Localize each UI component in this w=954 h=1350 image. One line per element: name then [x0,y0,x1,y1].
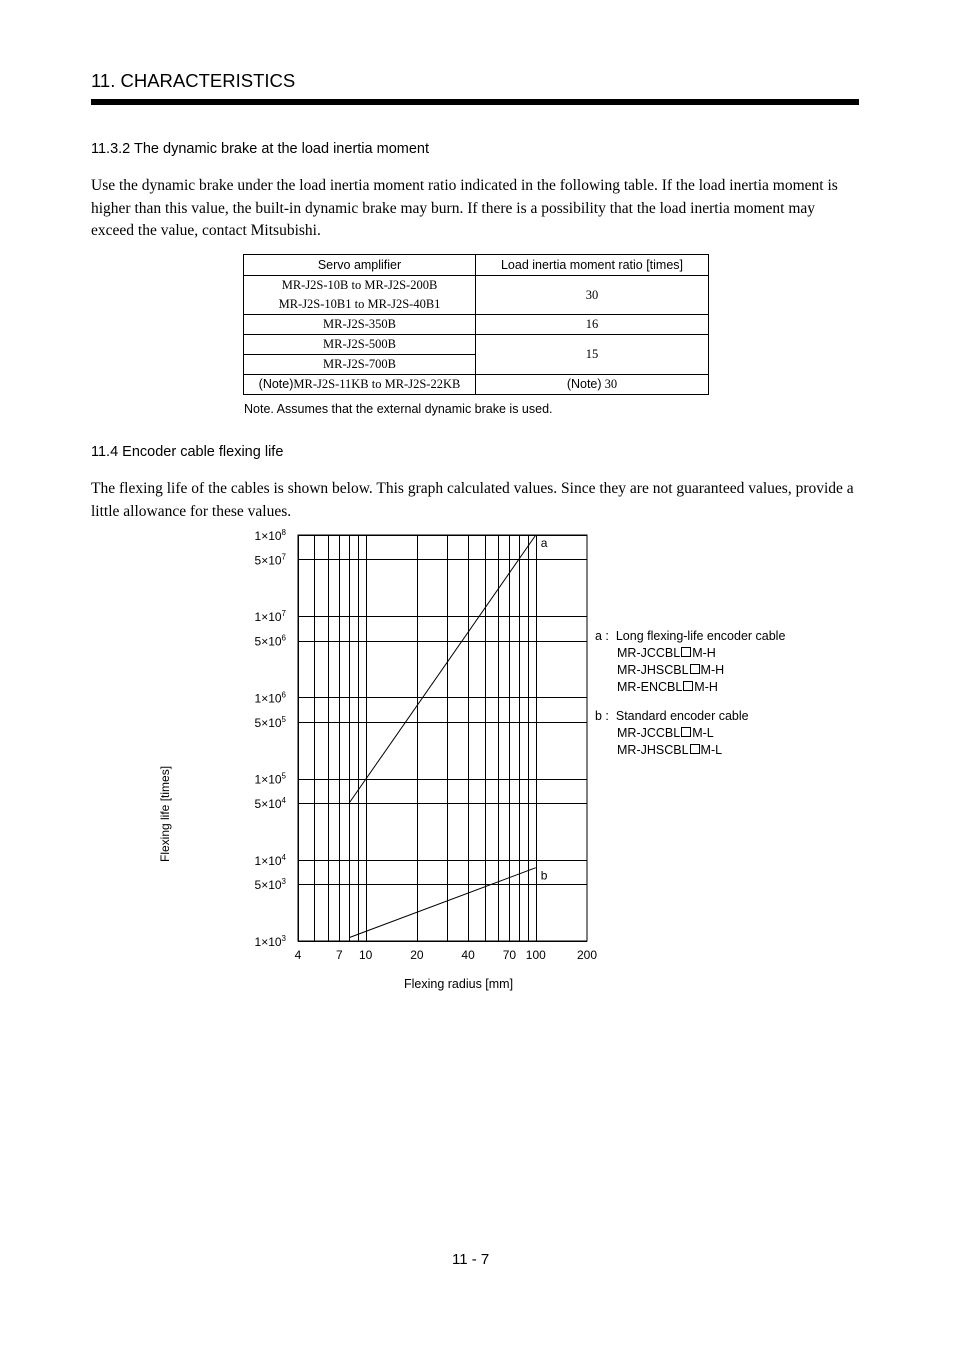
note-marker: (Note) [258,377,294,391]
legend-title-text: Long flexing-life encoder cable [615,629,786,643]
square-placeholder-icon [683,681,693,691]
x-axis-label: Flexing radius [mm] [404,977,514,991]
table-cell-amplifier: MR-J2S-700B [244,355,476,375]
legend-item-suffix: M-H [694,680,718,694]
legend-key: a : [595,629,609,643]
ratio-value: 30 [604,377,618,391]
y-tick-label: $1\times 10^8$ [254,528,286,543]
square-placeholder-icon [690,664,700,674]
page-number: 11 - 7 [452,1251,490,1268]
legend-title-text: Standard encoder cable [615,709,749,723]
x-tick-labels [295,948,598,962]
series-label-b: b [540,868,548,883]
legend-title [595,628,785,645]
table-cell-amplifier: MR-J2S-350B [244,315,476,335]
x-tick-label: 70 [502,948,517,962]
legend-item-prefix: MR-JHSCBL [617,743,689,757]
table-cell-ratio: 30 [476,276,709,315]
table-cell-ratio: 15 [476,335,709,375]
legend-entry-a [595,628,785,696]
square-placeholder-icon [681,647,691,657]
x-tick-label: 200 [576,948,598,962]
legend-item-prefix: MR-ENCBL [617,680,683,694]
table-header-cell: Load inertia moment ratio [times] [476,255,709,276]
x-tick-label: 40 [461,948,475,962]
table-footnote: Note. Assumes that the external dynamic brake is used. [244,402,553,416]
legend-item-prefix: MR-JCCBL [617,646,681,660]
y-tick-label: $1\times 10^5$ [254,771,286,787]
y-tick-label: $1\times 10^7$ [254,609,286,625]
legend-item [617,742,749,759]
legend-item-suffix: M-H [700,663,725,677]
legend-item-prefix: MR-JCCBL [617,726,681,740]
legend-item-prefix: MR-JHSCBL [617,663,689,677]
y-tick-label: $5\times 10^4$ [254,796,286,812]
square-placeholder-icon [681,727,691,737]
legend-item-suffix: M-L [700,743,723,757]
chart-series [349,535,548,938]
note-marker: (Note) [566,377,602,391]
y-axis-label: Flexing life [times] [158,765,172,862]
y-tick-label: $5\times 10^7$ [254,552,286,568]
legend-item-suffix: M-H [692,646,716,660]
chapter-title: 11. CHARACTERISTICS [91,70,296,91]
legend-item-suffix: M-L [692,726,714,740]
table-cell-amplifier: MR-J2S-10B1 to MR-J2S-40B1 [244,295,476,315]
y-tick-label: $1\times 10^3$ [254,934,286,949]
x-tick-label: 20 [410,948,424,962]
y-tick-label: $5\times 10^3$ [254,877,286,893]
square-placeholder-icon [690,744,700,754]
section-body-dynamic-brake: Use the dynamic brake under the load inertia moment ratio indicated in the following table. If the load inertia moment is higher than this value, the built-in dynamic brake may burn. If there is a possibility that the load inertia moment may exceed the value, contact Mitsubishi. [91,177,838,239]
y-tick-labels [255,528,287,949]
legend-item [617,679,785,696]
section-heading-dynamic-brake: 11.3.2 The dynamic brake at the load inertia moment [91,141,429,157]
y-tick-label: $1\times 10^4$ [254,852,286,868]
y-tick-label: $5\times 10^5$ [254,714,286,730]
legend-title [595,708,749,725]
legend-entry-b [595,708,749,759]
y-tick-label: $5\times 10^6$ [254,633,286,649]
x-tick-label: 10 [359,948,373,962]
series-line-b [349,868,536,938]
legend-key: b : [595,709,609,723]
x-tick-label: 7 [335,948,343,962]
section-body-encoder-cable: The flexing life of the cables is shown below. This graph calculated values. Since they are not guaranteed values, provide a little allowance for these values. [91,480,854,520]
table-cell-ratio: 16 [476,315,709,335]
table-header-cell: Servo amplifier [244,255,476,276]
x-tick-label: 100 [525,948,546,962]
section-heading-encoder-cable: 11.4 Encoder cable flexing life [91,444,284,460]
y-tick-label: $1\times 10^6$ [254,690,286,706]
table-cell-amplifier: MR-J2S-500B [244,335,476,355]
series-label-a: a [540,536,548,550]
legend-item [617,662,785,679]
x-tick-label: 4 [294,948,302,962]
table-cell-amplifier: MR-J2S-10B to MR-J2S-200B [244,276,476,296]
series-line-a [349,535,536,803]
legend-item [617,725,749,742]
amplifier-range: MR-J2S-11KB to MR-J2S-22KB [293,377,461,391]
legend-item [617,645,785,662]
